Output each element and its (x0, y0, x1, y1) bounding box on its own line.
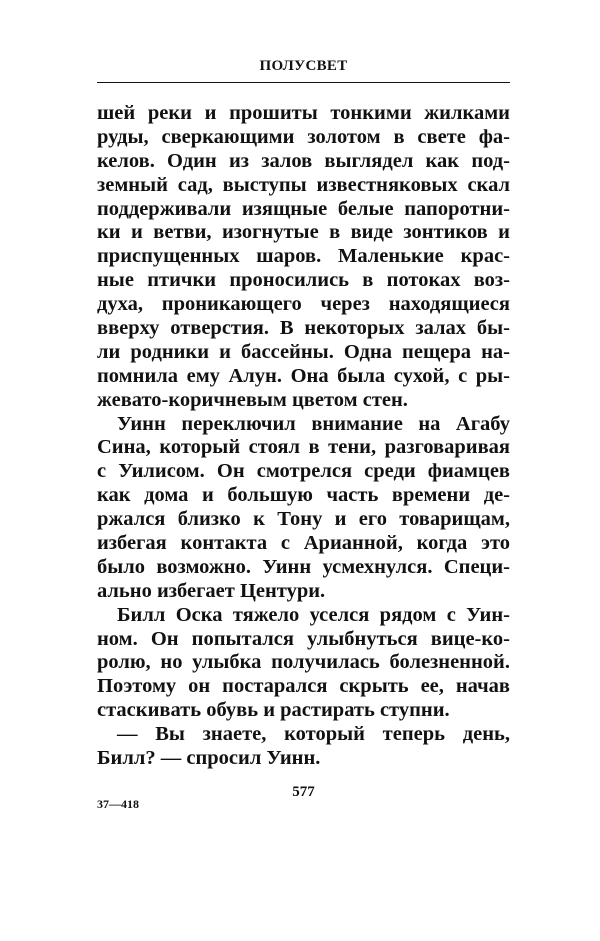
text-line: келов. Один из залов выглядел как под- (97, 149, 510, 172)
text-line: Сина, который стоял в тени, разговаривая (97, 436, 510, 459)
text-line: духа, проникающего через находящиеся (97, 293, 510, 316)
text-line: было возможно. Уинн усмехнулся. Специ- (97, 555, 510, 578)
text-line: ки и ветви, изогнутые в виде зонтиков и (97, 221, 510, 244)
printer-signature: 37—418 (97, 797, 139, 811)
text-line: с Уилисом. Он смотрелся среди фиамцев (97, 460, 510, 483)
text-line: ли родники и бассейны. Одна пещера на- (97, 340, 510, 363)
text-line: Поэтому он постарался скрыть ее, начав (97, 675, 510, 698)
text-line: ные птички проносились в потоках воз- (97, 269, 510, 292)
text-line: жевато-коричневым цветом стен. (97, 388, 408, 411)
text-line: шей реки и прошиты тонкими жилками (97, 102, 510, 124)
text-line: поддерживали изящные белые папоротни- (97, 197, 510, 220)
text-line: стаскивать обувь и растирать ступни. (97, 699, 450, 722)
text-line: Уинн переключил внимание на Агабу (117, 412, 510, 435)
running-title: ПОЛУСВЕТ (259, 58, 348, 74)
text-line: приспущенных шаров. Маленькие крас- (97, 245, 510, 268)
page-number: 577 (292, 784, 315, 800)
text-line: как дома и большую часть времени де- (97, 484, 510, 507)
text-line: избегая контакта с Арианной, когда это (97, 532, 510, 555)
text-line: помнила ему Алун. Она была сухой, с ры- (97, 364, 510, 387)
text-line: земный сад, выступы известняковых скал (97, 173, 510, 196)
text-line: руды, сверкающими золотом в свете фа- (97, 125, 510, 148)
text-line: Билл Оска тяжело уселся рядом с Уин- (117, 603, 510, 626)
text-line: Билл? — спросил Уинн. (97, 747, 321, 770)
text-line: ном. Он попытался улыбнуться вице-ко- (97, 627, 510, 650)
header-rule (97, 82, 510, 83)
text-line: ржался близко к Тону и его товарищам, (97, 508, 510, 531)
text-line: вверху отверстия. В некоторых залах бы- (97, 317, 510, 340)
text-line: ально избегает Центури. (97, 579, 326, 602)
page-body-text (97, 102, 510, 771)
text-line: — Вы знаете, который теперь день, (117, 723, 510, 746)
text-line: ролю, но улыбка получилась болезненной. (97, 651, 510, 674)
